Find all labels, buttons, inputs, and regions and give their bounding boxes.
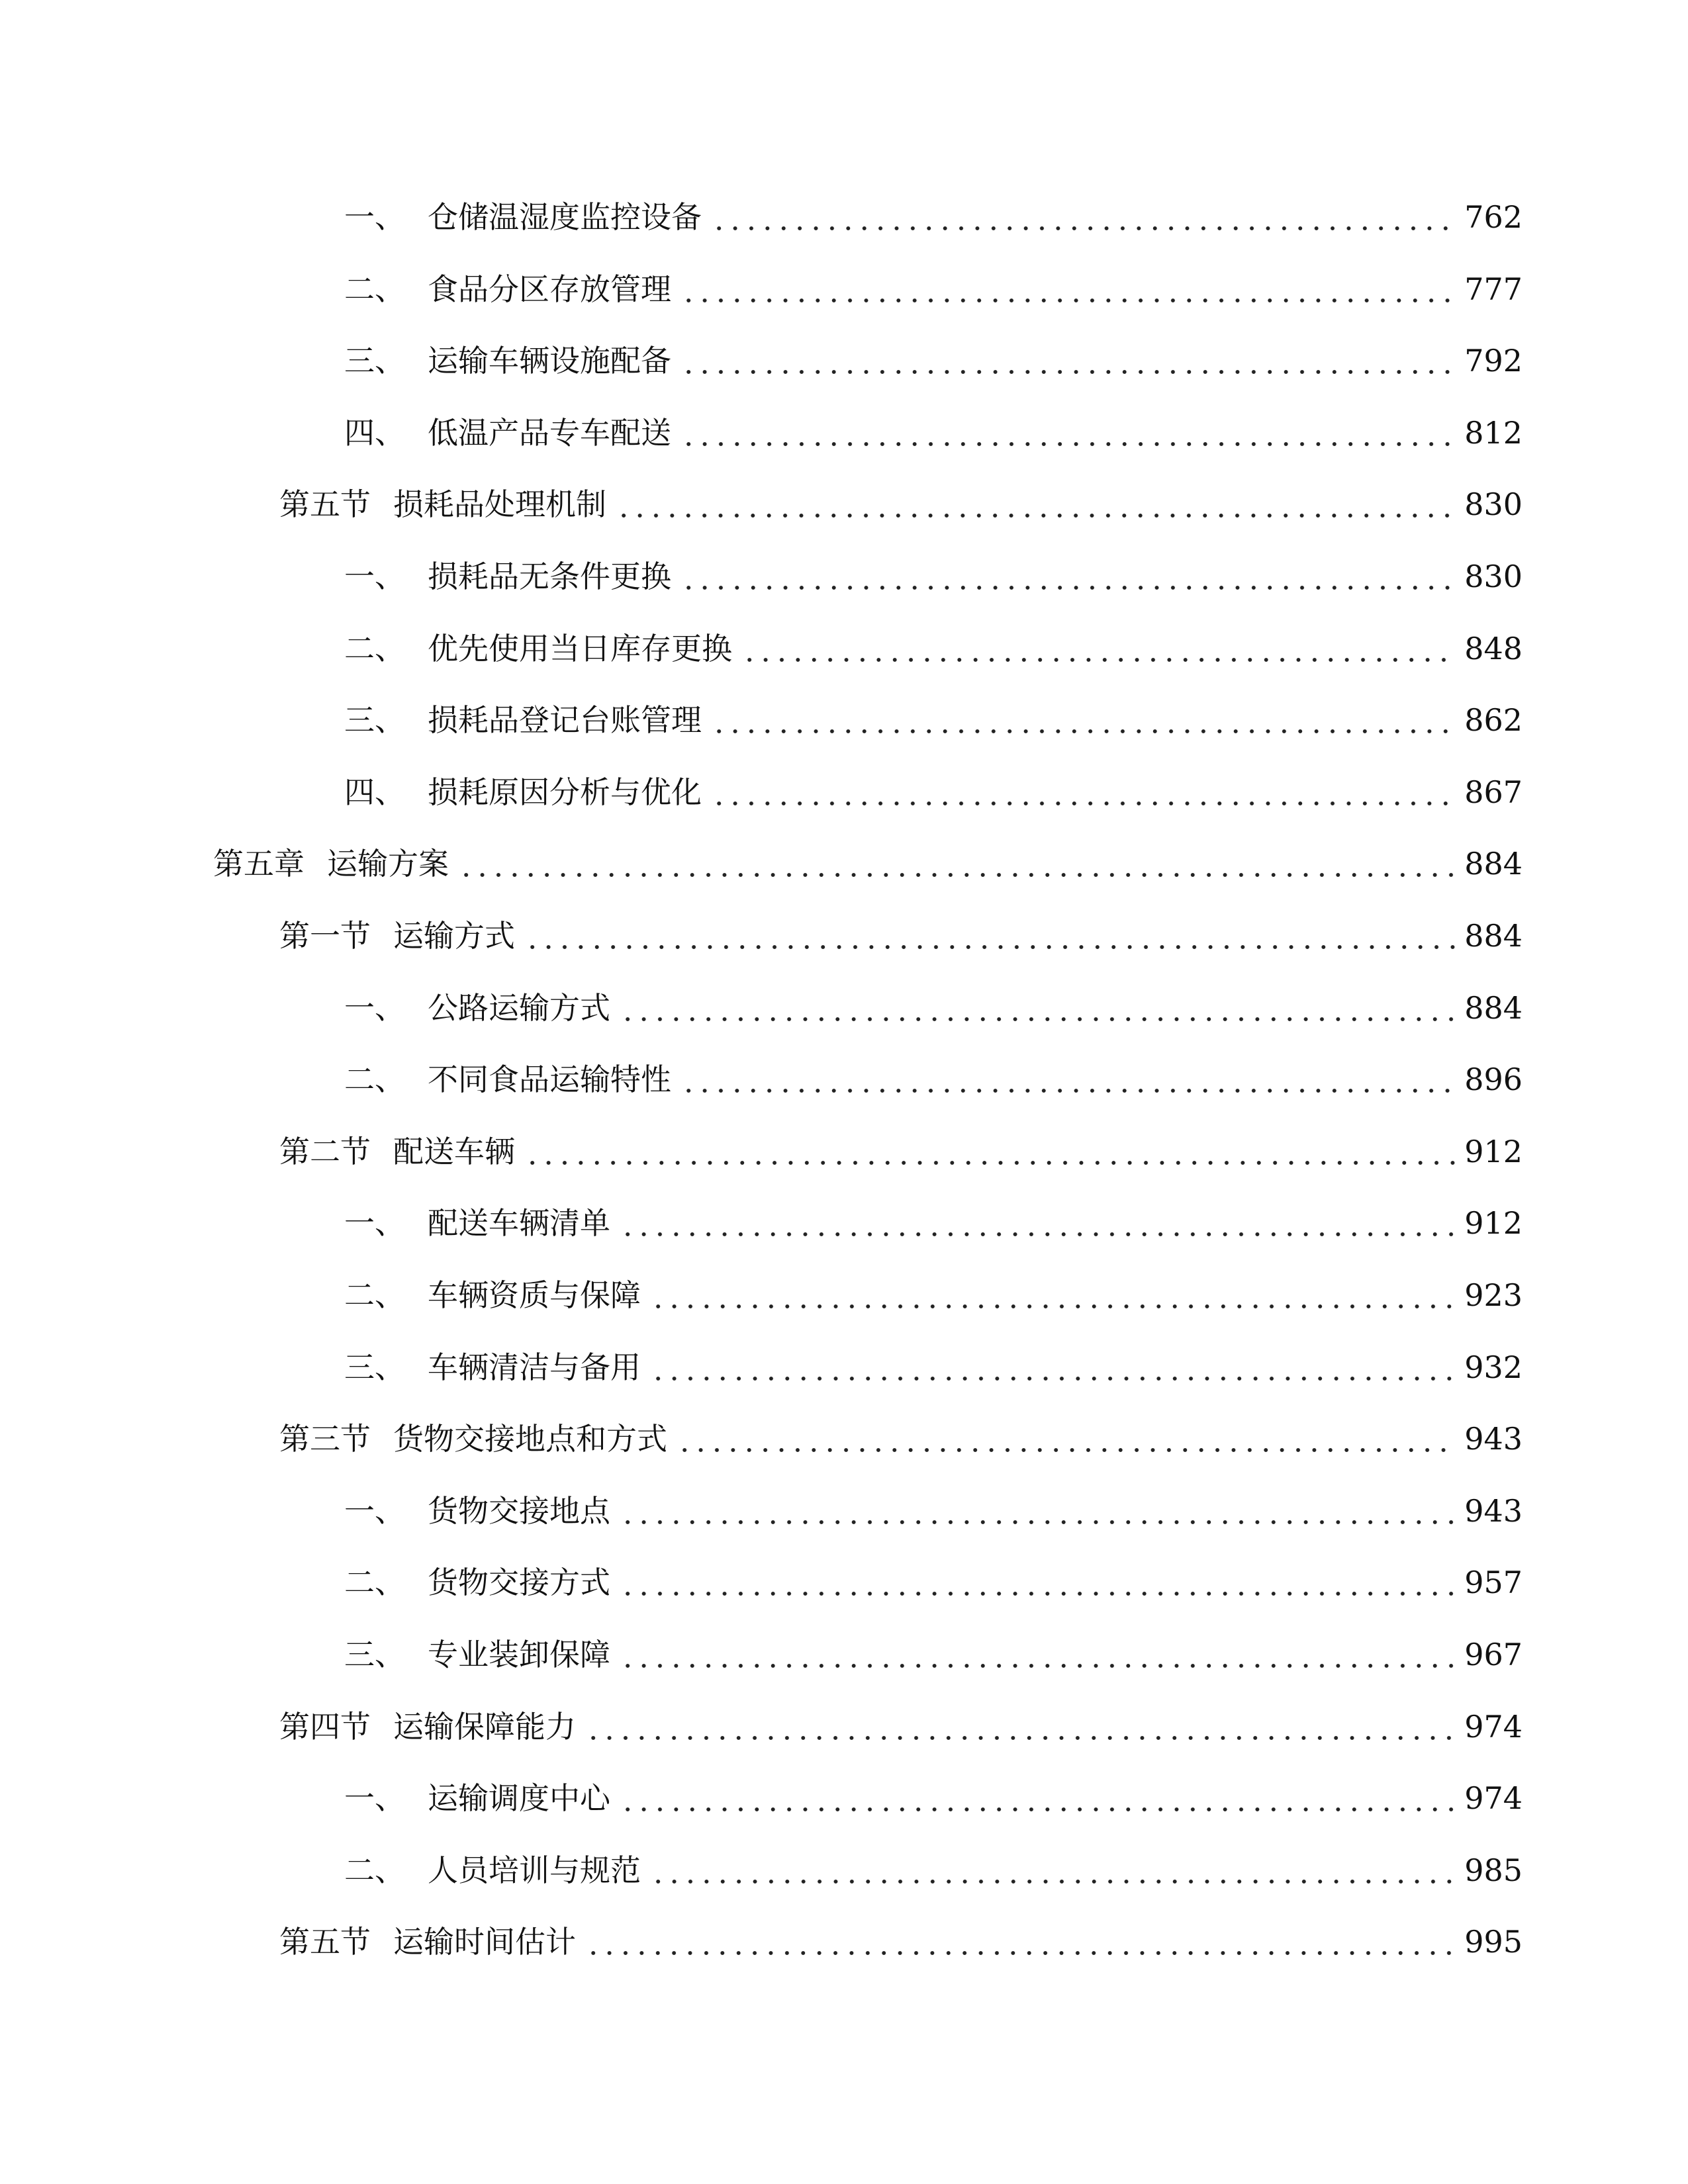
toc-entry-section[interactable]	[279, 1412, 1523, 1465]
toc-dot-leader	[585, 1711, 1455, 1742]
toc-entry-title: 人员培训与规范	[428, 1852, 641, 1888]
toc-page-number: 912	[1464, 1205, 1523, 1242]
toc-entry-number: 二、	[344, 1062, 405, 1098]
toc-entry-title: 运输调度中心	[428, 1780, 610, 1817]
toc-entry-section[interactable]	[279, 909, 1523, 962]
toc-entry-item[interactable]	[344, 1556, 1523, 1609]
toc-entry-number: 二、	[344, 1565, 405, 1601]
toc-dot-leader	[585, 1927, 1455, 1957]
toc-page-number: 974	[1464, 1708, 1523, 1745]
toc-entry-chapter[interactable]	[213, 837, 1523, 890]
toc-entry-item[interactable]	[344, 1484, 1523, 1537]
toc-entry-section[interactable]	[279, 1915, 1523, 1968]
toc-entry-title: 损耗品登记台账管理	[428, 702, 702, 739]
toc-page-number: 967	[1464, 1637, 1523, 1672]
toc-entry-item[interactable]	[344, 766, 1523, 819]
toc-dot-leader	[680, 418, 1455, 448]
toc-page-number: 867	[1464, 774, 1523, 810]
toc-entry-item[interactable]	[344, 1053, 1523, 1106]
toc-entry-title: 运输车辆设施配备	[428, 343, 671, 379]
toc-dot-leader	[711, 777, 1455, 807]
toc-entry-title: 配送车辆清单	[428, 1205, 610, 1242]
toc-entry-title: 配送车辆	[393, 1133, 515, 1169]
toc-entry-item[interactable]	[344, 334, 1523, 387]
toc-dot-leader	[620, 1208, 1455, 1238]
toc-page-number: 896	[1464, 1062, 1523, 1098]
toc-entry-item[interactable]	[344, 1341, 1523, 1394]
toc-entry-title: 车辆资质与保障	[428, 1277, 641, 1313]
toc-entry-number: 一、	[344, 559, 405, 594]
toc-entry-title: 低温产品专车配送	[428, 414, 671, 451]
toc-dot-leader	[620, 1496, 1455, 1526]
toc-entry-number: 第五节	[279, 1924, 371, 1960]
toc-entry-item[interactable]	[344, 550, 1523, 603]
toc-dot-leader	[620, 1567, 1455, 1598]
toc-entry-item[interactable]	[344, 1269, 1523, 1322]
toc-entry-title: 车辆清洁与备用	[428, 1349, 641, 1385]
toc-dot-leader	[620, 1639, 1455, 1670]
toc-page-number: 943	[1464, 1492, 1523, 1529]
toc-entry-title: 优先使用当日库存更换	[428, 630, 732, 666]
toc-entry-number: 一、	[344, 989, 405, 1026]
toc-page-number: 985	[1464, 1852, 1523, 1888]
toc-dot-leader	[650, 1280, 1455, 1310]
toc-page-number: 923	[1464, 1277, 1523, 1313]
toc-dot-leader	[680, 345, 1455, 376]
toc-entry-title: 损耗原因分析与优化	[428, 774, 702, 810]
toc-entry-number: 一、	[344, 1492, 405, 1529]
toc-entry-item[interactable]	[344, 406, 1523, 459]
toc-dot-leader	[650, 1352, 1455, 1383]
toc-entry-number: 一、	[344, 1780, 405, 1817]
toc-entry-number: 四、	[344, 414, 405, 451]
toc-dot-leader	[524, 921, 1455, 951]
toc-dot-leader	[680, 1064, 1455, 1095]
toc-entry-item[interactable]	[344, 191, 1523, 244]
toc-entry-number: 第五章	[213, 846, 305, 882]
toc-entry-number: 三、	[344, 1349, 405, 1385]
toc-dot-leader	[620, 993, 1455, 1023]
toc-page-number: 848	[1464, 630, 1523, 666]
toc-page-number: 777	[1464, 271, 1523, 307]
toc-page-number: 830	[1464, 486, 1523, 523]
toc-page-number: 943	[1464, 1421, 1523, 1457]
toc-entry-section[interactable]	[279, 478, 1523, 531]
toc-page-number: 995	[1464, 1924, 1523, 1960]
toc-entry-number: 四、	[344, 774, 405, 810]
toc-dot-leader	[711, 202, 1455, 232]
toc-entry-title: 运输保障能力	[393, 1708, 576, 1745]
toc-entry-item[interactable]	[344, 694, 1523, 747]
toc-entry-number: 三、	[344, 343, 405, 379]
toc-entry-item[interactable]	[344, 1844, 1523, 1897]
toc-page-number: 862	[1464, 702, 1523, 739]
toc-dot-leader	[680, 561, 1455, 592]
toc-entry-number: 一、	[344, 1205, 405, 1242]
toc-dot-leader	[616, 489, 1455, 520]
toc-entry-item[interactable]	[344, 622, 1523, 675]
toc-entry-section[interactable]	[279, 1125, 1523, 1178]
toc-entry-title: 损耗品处理机制	[393, 486, 606, 523]
toc-page-number: 884	[1464, 846, 1523, 882]
toc-entry-item[interactable]	[344, 1197, 1523, 1250]
toc-entry-title: 运输方案	[327, 846, 449, 882]
toc-dot-leader	[741, 633, 1455, 664]
toc-dot-leader	[458, 848, 1455, 879]
toc-dot-leader	[711, 705, 1455, 735]
toc-page-number: 812	[1464, 414, 1523, 451]
toc-entry-title: 货物交接地点	[428, 1492, 610, 1529]
toc-page-number: 884	[1464, 918, 1523, 954]
toc-page-number: 932	[1464, 1349, 1523, 1385]
toc-entry-title: 损耗品无条件更换	[428, 559, 671, 594]
toc-entry-title: 运输方式	[393, 918, 515, 954]
toc-entry-title: 公路运输方式	[428, 989, 610, 1026]
toc-entry-number: 二、	[344, 1852, 405, 1888]
toc-page-number: 884	[1464, 989, 1523, 1026]
toc-entry-title: 专业装卸保障	[428, 1637, 610, 1672]
toc-entry-number: 二、	[344, 630, 405, 666]
toc-entry-title: 食品分区存放管理	[428, 271, 671, 307]
toc-entry-number: 一、	[344, 199, 405, 235]
toc-entry-section[interactable]	[279, 1700, 1523, 1753]
toc-page-number: 830	[1464, 559, 1523, 594]
toc-entry-item[interactable]	[344, 1628, 1523, 1681]
toc-entry-number: 二、	[344, 1277, 405, 1313]
toc-entry-number: 第三节	[279, 1421, 371, 1457]
toc-entry-number: 第二节	[279, 1133, 371, 1169]
toc-entry-title: 货物交接方式	[428, 1565, 610, 1601]
toc-page-number: 762	[1464, 199, 1523, 235]
toc-entry-title: 仓储温湿度监控设备	[428, 199, 702, 235]
toc-dot-leader	[650, 1855, 1455, 1886]
toc-dot-leader	[677, 1424, 1455, 1454]
toc-dot-leader	[680, 274, 1455, 304]
toc-entry-item[interactable]	[344, 981, 1523, 1034]
toc-page-number: 792	[1464, 343, 1523, 379]
toc-dot-leader	[524, 1136, 1455, 1167]
toc-entry-number: 二、	[344, 271, 405, 307]
toc-entry-title: 不同食品运输特性	[428, 1062, 671, 1098]
toc-entry-number: 三、	[344, 1637, 405, 1672]
toc-entry-item[interactable]	[344, 1772, 1523, 1825]
toc-entry-title: 运输时间估计	[393, 1924, 576, 1960]
toc-entry-number: 第五节	[279, 486, 371, 523]
toc-page-number: 957	[1464, 1565, 1523, 1601]
toc-entry-title: 货物交接地点和方式	[393, 1421, 667, 1457]
toc-page-number: 974	[1464, 1780, 1523, 1817]
toc-entry-item[interactable]	[344, 263, 1523, 316]
toc-page-number: 912	[1464, 1133, 1523, 1169]
toc-entry-number: 第一节	[279, 918, 371, 954]
toc-dot-leader	[620, 1783, 1455, 1813]
toc-entry-number: 三、	[344, 702, 405, 739]
toc-entry-number: 第四节	[279, 1708, 371, 1745]
